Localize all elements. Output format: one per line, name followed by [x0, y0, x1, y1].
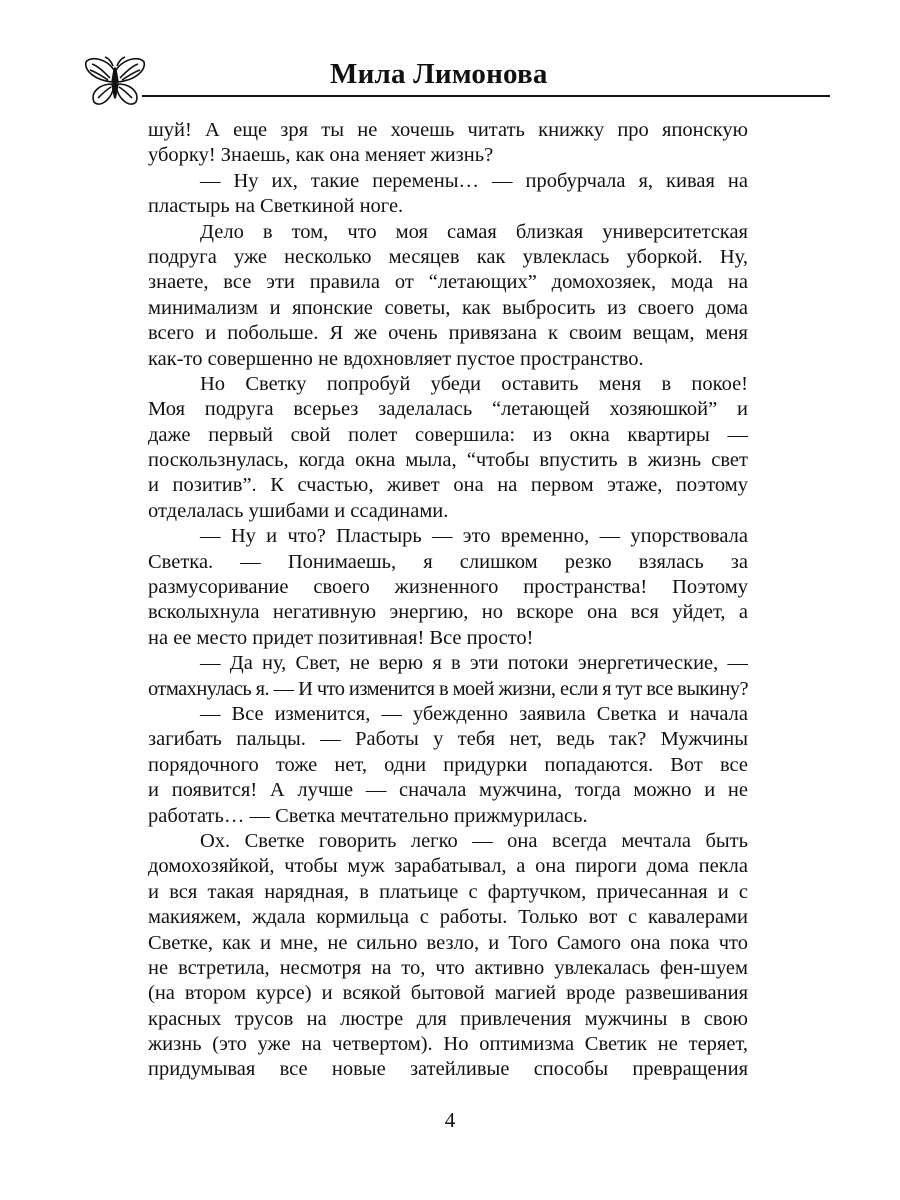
text-line: всего и побольше. Я же очень привязана к своим вещам, меня	[148, 322, 748, 345]
text-line: порядочного тоже нет, одни придурки попадаются. Вот все	[148, 753, 748, 776]
text-line: размусоривание своего жизненного пространства! Поэтому	[148, 576, 748, 599]
text-line: шуй! А еще зря ты не хочешь читать книжку про японскую	[148, 119, 748, 141]
text-line: и появится! А лучше — сначала мужчина, тогда можно и не	[148, 779, 748, 802]
text-line: и позитив”. К счастью, живет она на первом этаже, поэтому	[148, 474, 748, 497]
text-line: уборку! Знаешь, как она меняет жизнь?	[148, 144, 494, 167]
text-line: — Все изменится, — убежденно заявила Светка и начала	[200, 702, 748, 725]
text-line: Светке, как и мне, не сильно везло, и Того Самого она пока что	[148, 931, 748, 954]
text-line: даже первый свой полет совершила: из окна квартиры —	[148, 423, 748, 446]
text-line: загибать пальцы. — Работы у тебя нет, ведь так? Мужчины	[148, 728, 748, 751]
text-line: Ох. Светке говорить легко — она всегда мечтала быть	[200, 829, 748, 852]
text-line: домохозяйкой, чтобы муж зарабатывал, а она пироги дома пекла	[148, 855, 748, 878]
header-rule	[142, 95, 830, 97]
text-line: — Ну их, такие перемены… — пробурчала я, кивая на	[200, 169, 748, 192]
text-line: не встретила, несмотря на то, что активно увлекалась фен-шуем	[148, 956, 748, 979]
book-author: Мила Лимонова	[330, 58, 548, 90]
text-line: Но Светку попробуй убеди оставить меня в покое!	[200, 372, 748, 395]
text-line: работать… — Светка мечтательно прижмурилась.	[148, 804, 588, 827]
text-line: поскользнулась, когда окна мыла, “чтобы впустить в жизнь свет	[148, 449, 748, 472]
text-line: Дело в том, что моя самая близкая университетская	[200, 220, 748, 243]
text-line: — Да ну, Свет, не верю я в эти потоки энергетические, —	[200, 652, 748, 675]
running-header	[80, 52, 830, 112]
text-line: пластырь на Светкиной ноге.	[148, 195, 404, 218]
text-line: всколыхнула негативную энергию, но вскоре она вся уйдет, а	[148, 601, 748, 624]
text-line: придумывая все новые затейливые способы превращения	[148, 1058, 748, 1081]
text-line: Моя подруга всерьез заделалась “летающей хозяюшкой” и	[148, 398, 748, 421]
text-line: красных трусов на люстре для привлечения мужчины в свою	[148, 1007, 748, 1030]
text-line: и вся такая нарядная, в платьице с фартучком, причесанная и с	[148, 880, 748, 903]
text-line: на ее место придет позитивная! Все просто!	[148, 626, 534, 649]
text-line: (на втором курсе) и всякой бытовой магией вроде развешивания	[148, 982, 748, 1005]
text-line: знаете, все эти правила от “летающих” домохозяек, мода на	[148, 271, 748, 294]
text-line: отделалась ушибами и ссадинами.	[148, 499, 449, 522]
text-line: отмахнулась я. — И что изменится в моей жизни, если я тут все выкину?	[148, 677, 748, 700]
page-number: 4	[444, 1108, 456, 1132]
body-text	[148, 118, 748, 1083]
text-line: минимализм и японские советы, как выбросить из своего дома	[148, 296, 748, 319]
text-line: макияжем, ждала кормильца с работы. Только вот с кавалерами	[148, 906, 748, 929]
text-line: подруга уже несколько месяцев как увлеклась уборкой. Ну,	[148, 245, 748, 268]
text-line: Светка. — Понимаешь, я слишком резко взялась за	[148, 550, 748, 573]
text-line: как-то совершенно не вдохновляет пустое пространство.	[148, 347, 644, 370]
text-line: жизнь (это уже на четвертом). Но оптимизма Светик не теряет,	[148, 1033, 748, 1056]
text-line: — Ну и что? Пластырь — это временно, — упорствовала	[200, 525, 748, 548]
butterfly-icon	[84, 56, 146, 110]
